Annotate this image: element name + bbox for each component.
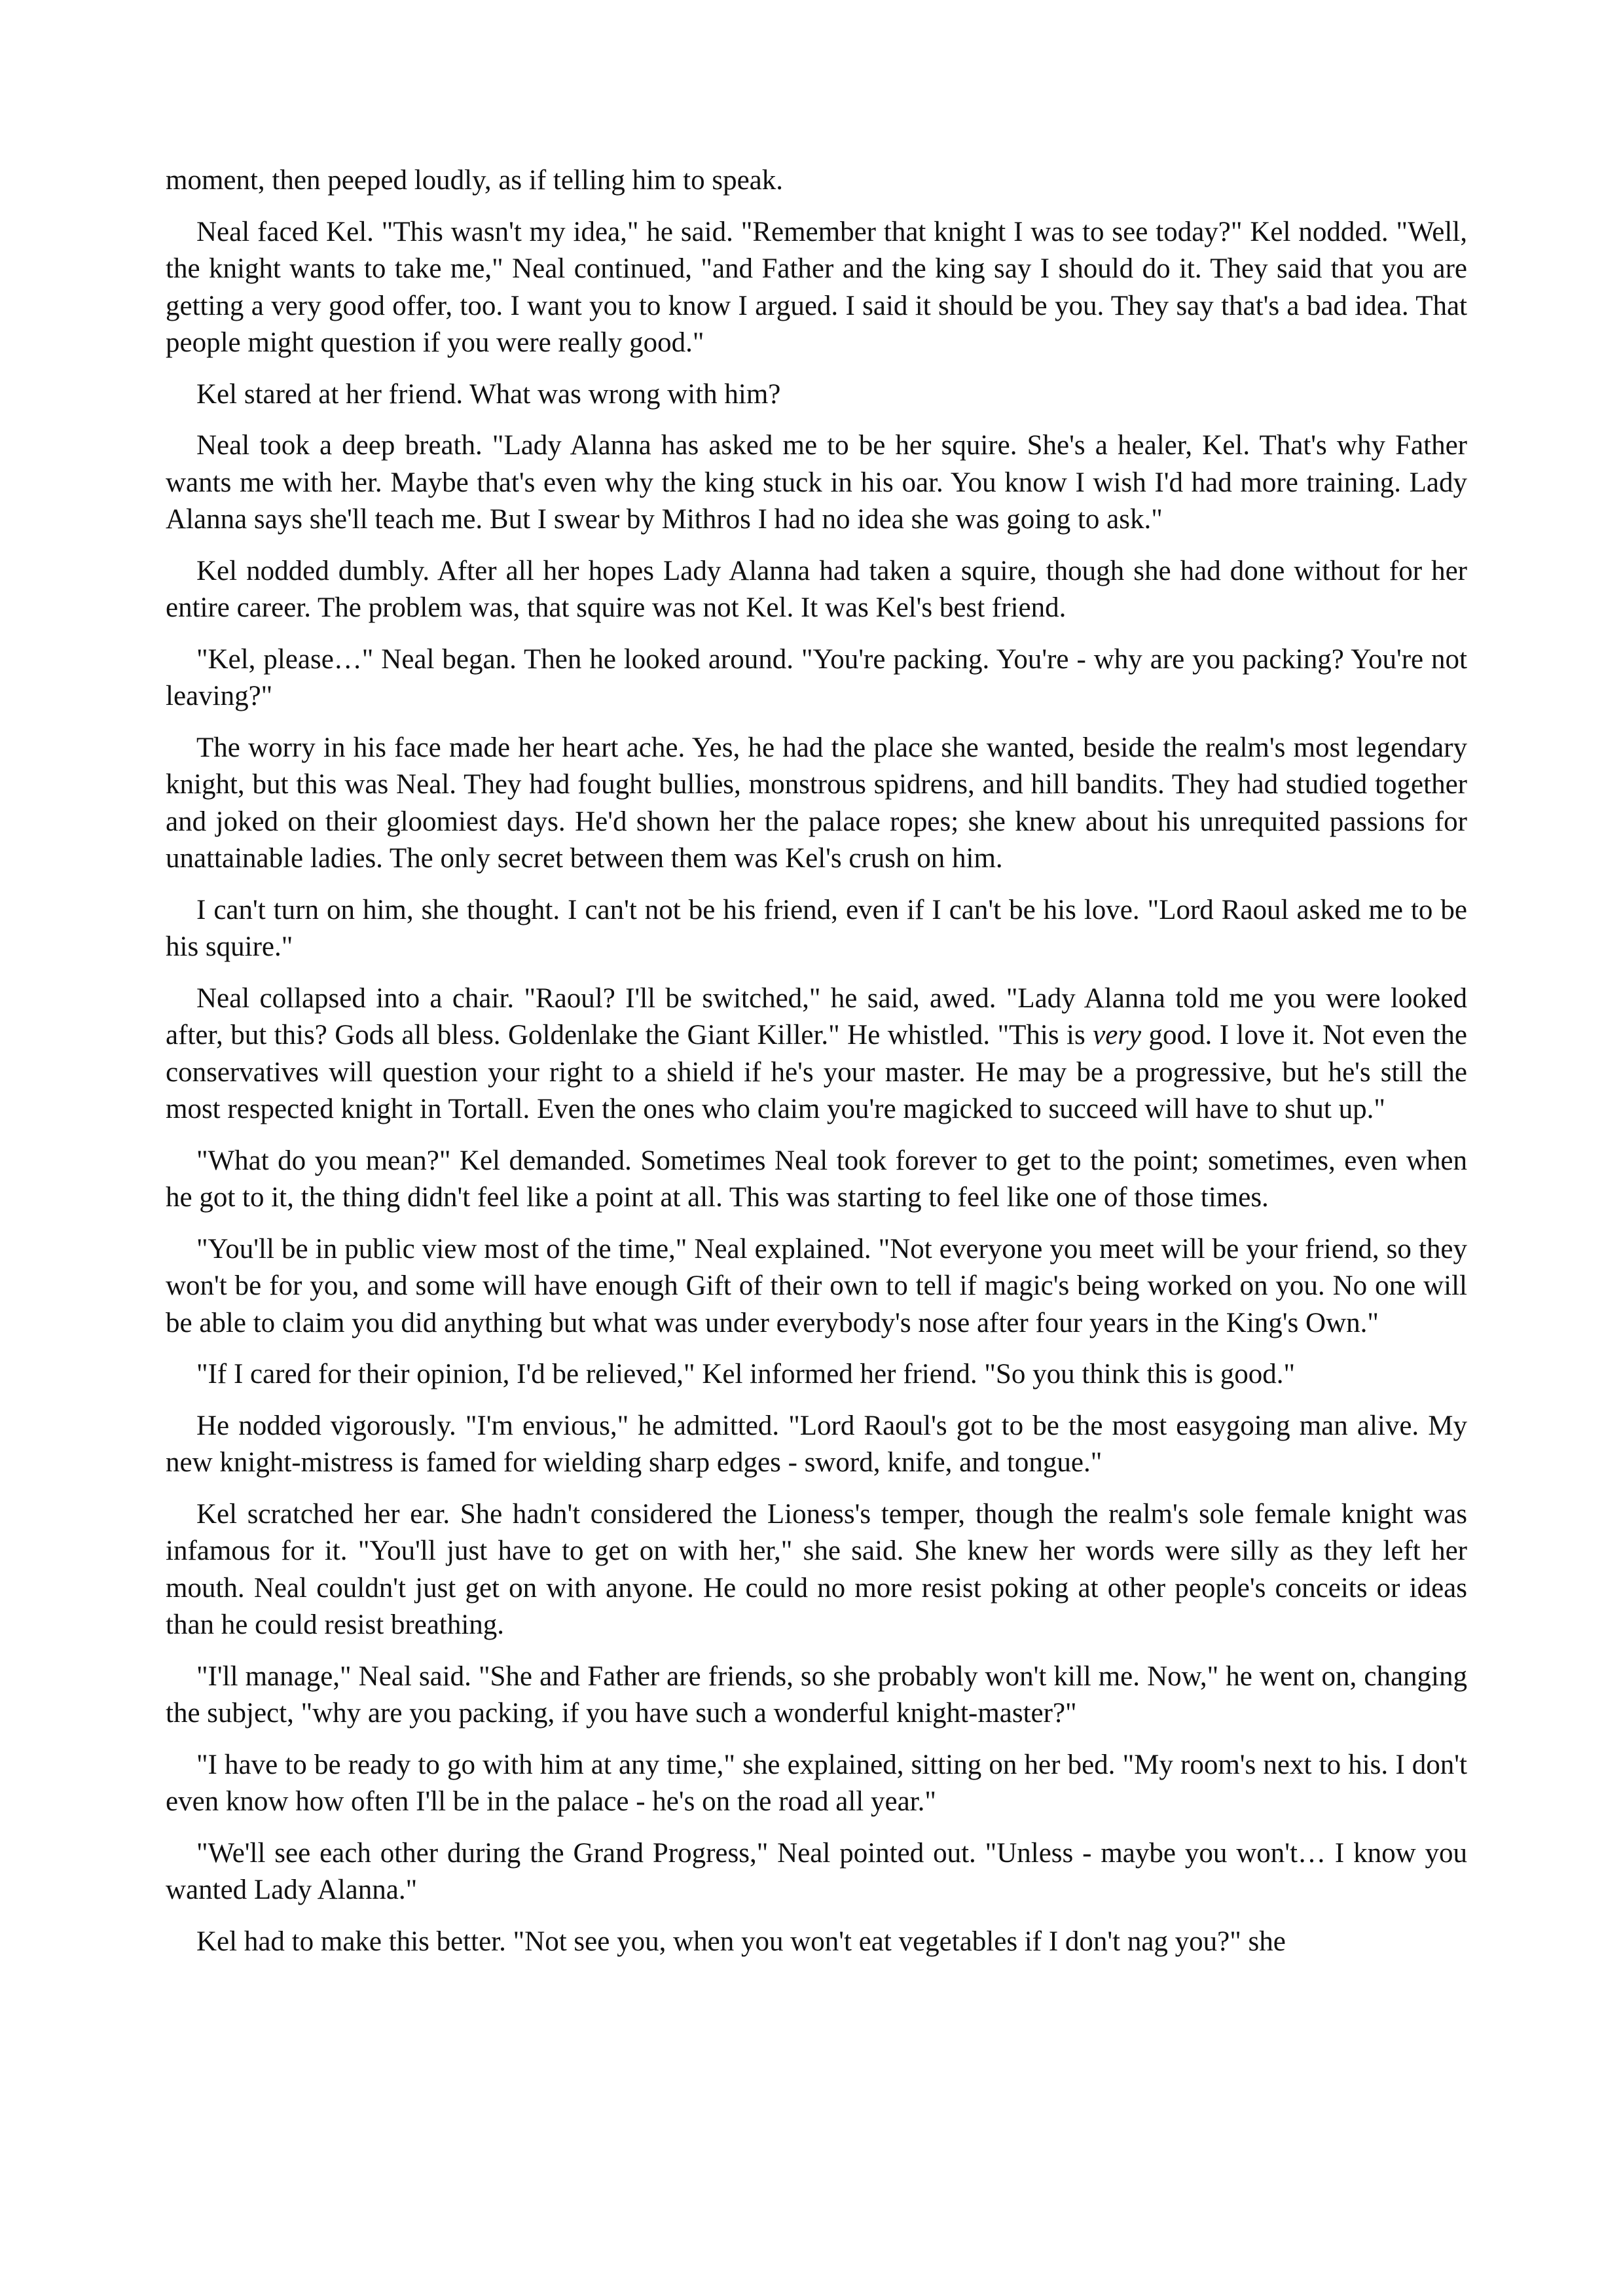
paragraph bbox=[166, 980, 1467, 1128]
paragraph: Kel nodded dumbly. After all her hopes Lady Alanna had taken a squire, though she had done without for her entire career. The problem was, that squire was not Kel. It was Kel's best friend. bbox=[166, 555, 1467, 623]
paragraph: "I'll manage," Neal said. "She and Father are friends, so she probably won't kill me. Now," he went on, changing the subject, "why are you packing, if you have such a wonderful knight-master?" bbox=[166, 1660, 1467, 1729]
paragraph-text: Neal collapsed into a chair. "Raoul? I'll be switched," he said, awed. "Lady Alanna told me you were looked after, but this? Gods all bless. Goldenlake the Giant Killer." He whistled. "This is bbox=[166, 982, 1467, 1050]
body-text bbox=[166, 162, 1467, 1960]
paragraph: "We'll see each other during the Grand Progress," Neal pointed out. "Unless - maybe you won't… I know you wanted Lady Alanna." bbox=[166, 1837, 1467, 1905]
paragraph: "You'll be in public view most of the time," Neal explained. "Not everyone you meet will be your friend, so they won't be for you, and some will have enough Gift of their own to tell if magic's being worked on you. No one will be able to claim you did anything but what was under everybody's nose after four years in the King's Own." bbox=[166, 1233, 1467, 1338]
paragraph: He nodded vigorously. "I'm envious," he admitted. "Lord Raoul's got to be the most easygoing man alive. My new knight-mistress is famed for wielding sharp edges - sword, knife, and tongue." bbox=[166, 1410, 1467, 1478]
paragraph: "Kel, please…" Neal began. Then he looked around. "You're packing. You're - why are you packing? You're not leaving?" bbox=[166, 643, 1467, 711]
paragraph: "I have to be ready to go with him at any time," she explained, sitting on her bed. "My room's next to his. I don't even know how often I'll be in the palace - he's on the road all year." bbox=[166, 1749, 1467, 1817]
paragraph: Kel scratched her ear. She hadn't considered the Lioness's temper, though the realm's sole female knight was infamous for it. "You'll just have to get on with her," she said. She knew her words were silly as they left her mouth. Neal couldn't just get on with anyone. He could no more resist poking at other people's conceits or ideas than he could resist breathing. bbox=[166, 1498, 1467, 1640]
emphasis-text: very bbox=[1093, 1020, 1142, 1050]
paragraph: moment, then peeped loudly, as if telling him to speak. bbox=[166, 165, 784, 196]
paragraph: Kel stared at her friend. What was wrong with him? bbox=[196, 378, 781, 410]
paragraph: Neal took a deep breath. "Lady Alanna has asked me to be her squire. She's a healer, Kel. That's why Father wants me with her. Maybe that's even why the king stuck in his oar. You know I wish I'd had more training. Lady Alanna says she'll teach me. But I swear by Mithros I had no idea she was going to ask." bbox=[166, 430, 1467, 535]
paragraph: Kel had to make this better. "Not see you, when you won't eat vegetables if I don't nag you?" she bbox=[196, 1926, 1286, 1957]
paragraph: Neal faced Kel. "This wasn't my idea," he said. "Remember that knight I was to see today?" Kel nodded. "Well, the knight wants to take me," Neal continued, "and Father and the king say I should do it. They said that you are getting a very good offer, too. I want you to know I argued. I said it should be you. They say that's a bad idea. That people might question if you were really good." bbox=[166, 216, 1467, 358]
paragraph: "If I cared for their opinion, I'd be relieved," Kel informed her friend. "So you think this is good." bbox=[196, 1359, 1296, 1390]
paragraph: The worry in his face made her heart ache. Yes, he had the place she wanted, beside the realm's most legendary knight, but this was Neal. They had fought bullies, monstrous spidrens, and hill bandits. They had studied together and joked on their gloomiest days. He'd shown her the palace ropes; she knew about his unrequited passions for unattainable ladies. The only secret between them was Kel's crush on him. bbox=[166, 732, 1467, 874]
paragraph-text: good. I love it. Not even the conservatives will question your right to a shield if he's your master. He may be a progressive, but he's still the most respected knight in Tortall. Even the ones who claim you're magicked to succeed will have to shut up." bbox=[166, 1020, 1467, 1124]
paragraph: "What do you mean?" Kel demanded. Sometimes Neal took forever to get to the point; sometimes, even when he got to it, the thing didn't feel like a point at all. This was starting to feel like one of those times. bbox=[166, 1145, 1467, 1213]
paragraph: I can't turn on him, she thought. I can't not be his friend, even if I can't be his love. "Lord Raoul asked me to be his squire." bbox=[166, 894, 1467, 962]
